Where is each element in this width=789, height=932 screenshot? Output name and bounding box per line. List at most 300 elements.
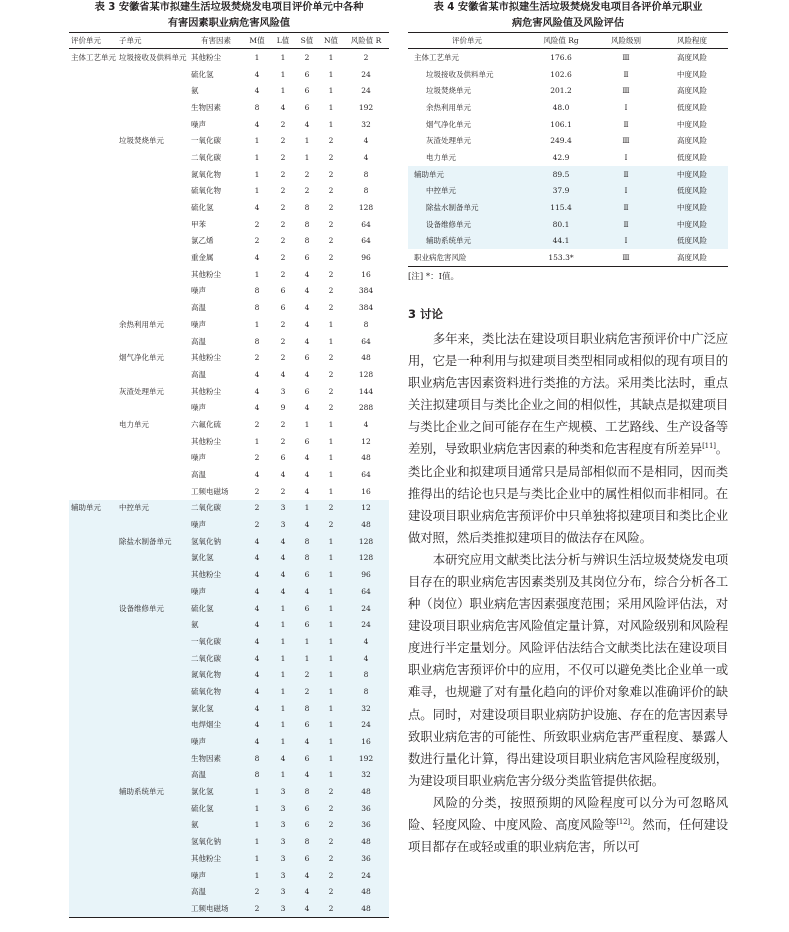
table3-cell-sub — [117, 116, 189, 133]
table3-cell-m: 4 — [243, 566, 271, 583]
table3-cell-r: 32 — [343, 700, 389, 717]
table3-cell-l: 9 — [280, 403, 286, 413]
table-row — [69, 466, 389, 483]
table3-cell-m: 1 — [243, 833, 271, 850]
paragraph-1 — [408, 328, 728, 549]
table3-cell-s: 4 — [295, 767, 319, 784]
table3-cell-s: 8 — [304, 236, 310, 246]
table3-cell-n: 1 — [319, 666, 343, 683]
table3-cell-factor: 高温 — [189, 767, 243, 784]
table3-cell-sub: 中控单元 — [117, 500, 189, 517]
table3-cell-r: 384 — [358, 286, 374, 296]
table3-cell-unit — [69, 767, 117, 784]
table3-cell-m: 4 — [243, 616, 271, 633]
table-row — [69, 533, 389, 550]
table3-cell-sub — [117, 867, 189, 884]
table4-cell-unit: 职业病危害风险 — [408, 249, 526, 266]
table3-cell-r: 48 — [343, 900, 389, 917]
table-row — [69, 383, 389, 400]
table-row — [69, 717, 389, 734]
table-row — [69, 883, 389, 900]
table3-cell-sub — [117, 266, 189, 283]
table3-cell-n: 1 — [328, 319, 334, 329]
table4-header-cell: 风险值 Rg — [526, 33, 596, 49]
table-row — [69, 566, 389, 583]
table3-cell-s: 1 — [304, 419, 310, 429]
table3-cell-n: 2 — [328, 303, 334, 313]
table-row — [69, 550, 389, 567]
table3-cell-unit — [69, 733, 117, 750]
table4-cell-value: 115.4 — [526, 199, 596, 216]
table3-cell-s: 6 — [295, 566, 319, 583]
table3-cell-s: 4 — [304, 486, 310, 496]
table3-cell-factor: 氯乙烯 — [191, 236, 214, 246]
table3-cell-l: 6 — [280, 303, 286, 313]
table3-cell-r: 24 — [343, 600, 389, 617]
table3-cell-unit — [69, 683, 117, 700]
table3-cell-r: 128 — [358, 203, 374, 213]
table3-cell-unit — [69, 466, 117, 483]
table4-cell-degree: 高度风险 — [656, 249, 728, 266]
table4-cell-unit: 烟气净化单元 — [426, 119, 471, 129]
table-row — [69, 333, 389, 350]
table4-cell-level: Ⅰ — [596, 233, 656, 250]
table3-cell-n: 2 — [328, 152, 334, 162]
table4-cell-level: Ⅱ — [596, 216, 656, 233]
table3-cell-r: 144 — [358, 386, 374, 396]
table3-cell-l: 3 — [271, 817, 295, 834]
table3-cell-sub: 设备维修单元 — [117, 600, 189, 617]
table-row — [69, 266, 389, 283]
table3-cell-s: 2 — [304, 52, 310, 62]
table3-cell-unit — [69, 366, 117, 383]
table3-cell-factor: 氢氧化钠 — [189, 833, 243, 850]
table3-cell-m: 4 — [254, 403, 260, 413]
table3-cell-s: 4 — [304, 470, 310, 480]
table3-cell-s: 6 — [304, 102, 310, 112]
table4-cell-degree: 低度风险 — [656, 183, 728, 200]
table-row — [69, 616, 389, 633]
table-row — [69, 433, 389, 450]
table3-cell-m: 1 — [254, 136, 260, 146]
table3-cell-r: 32 — [343, 767, 389, 784]
table-row — [69, 99, 389, 116]
table4-body — [408, 49, 728, 267]
paragraph-1-text-a: 多年来，类比法在建设项目职业病危害预评价中广泛应用，它是一种利用与拟建项目类型相同或相似的现有项目的职业病危害因素资料进行类推的方法。采用类比法时，重点关注拟建项目与类比企业之间的相似性，其缺点是拟建项目与类比企业之间可能存在生产规模、工艺路线、生产设备等差别，导致职业病危害因素的种类和危害程度有所差异 — [408, 330, 728, 457]
table-row — [69, 900, 389, 917]
table3-cell-sub — [117, 366, 189, 383]
table3-cell-factor: 噪声 — [191, 119, 206, 129]
table3-header-cell: M值 — [243, 33, 271, 49]
table3-cell-factor: 氢氧化钠 — [189, 533, 243, 550]
table3-cell-sub — [117, 249, 189, 266]
table-row — [69, 800, 389, 817]
table3-cell-factor: 二氧化碳 — [191, 152, 221, 162]
table3-header-cell: L值 — [271, 33, 295, 49]
table3-cell-l: 2 — [280, 186, 286, 196]
table3-cell-m: 1 — [254, 152, 260, 162]
table3-cell-l: 2 — [280, 253, 286, 263]
table3-cell-factor: 一氧化碳 — [191, 136, 221, 146]
table3-cell-l: 2 — [280, 436, 286, 446]
table3-cell-unit — [69, 516, 117, 533]
table3-cell-s: 1 — [304, 136, 310, 146]
table3-header-cell: 子单元 — [117, 33, 189, 49]
table3-cell-sub — [117, 850, 189, 867]
table4-cell-value: 80.1 — [526, 216, 596, 233]
table-row — [69, 416, 389, 433]
table3-cell-unit — [69, 450, 117, 467]
table3-cell-sub — [117, 199, 189, 216]
table3-cell-m: 2 — [243, 500, 271, 517]
table3-cell-sub — [117, 333, 189, 350]
table3-cell-factor: 噪声 — [189, 867, 243, 884]
table3-cell-n: 1 — [319, 750, 343, 767]
table3-cell-unit — [69, 717, 117, 734]
table3-cell-sub — [117, 700, 189, 717]
table3-cell-s: 2 — [295, 683, 319, 700]
table3-cell-r: 128 — [343, 550, 389, 567]
table3-cell-n: 1 — [328, 486, 334, 496]
table3-cell-m: 4 — [254, 119, 260, 129]
table3-cell-r: 64 — [361, 336, 371, 346]
table3-cell-s: 4 — [304, 269, 310, 279]
right-column — [408, 0, 728, 858]
paragraph-2: 本研究应用文献类比法分析与辨识生活垃圾焚烧发电项目存在的职业病危害因素类别及其岗位分布，综合分析各工种（岗位）职业病危害因素强度范围；采用风险评估法，对建设项目职业病危害风险值定量计算，对风险级别和风险程度进行半定量划分。风险评估法结合文献类比法在建设项目职业病危害预评价中的应用，不仅可以避免类比企业单一或难寻，也规避了对有量化趋向的评价对象难以准确评价的缺点。同时，对建设项目职业病防护设施、存在的危害因素导致职业病危害的可能性、所致职业病危害严重程度、暴露人数进行量化计算，得出建设项目职业病危害风险程度级别，为建设项目职业病危害分级分类监管提供依据。 — [408, 551, 728, 788]
table3-cell-sub — [117, 650, 189, 667]
table-row — [69, 366, 389, 383]
table3-cell-l: 1 — [271, 700, 295, 717]
table3-cell-l: 2 — [280, 169, 286, 179]
table4-cell-value: 37.9 — [526, 183, 596, 200]
table3-cell-factor: 高温 — [191, 470, 206, 480]
table3-cell-unit: 主体工艺单元 — [71, 52, 116, 62]
table3-cell-r: 48 — [361, 353, 371, 363]
table3-cell-s: 4 — [295, 883, 319, 900]
table3-cell-l: 2 — [280, 269, 286, 279]
table3-cell-n: 2 — [328, 219, 334, 229]
table3-cell-sub — [117, 717, 189, 734]
table3-cell-r: 2 — [363, 52, 369, 62]
table-row — [69, 132, 389, 149]
table3-header-cell: 风险值 R — [343, 33, 389, 49]
table3-cell-sub — [117, 166, 189, 183]
table3-cell-r: 8 — [343, 666, 389, 683]
table3-cell-unit — [69, 666, 117, 683]
table3-cell-l: 2 — [280, 486, 286, 496]
table3-cell-n: 2 — [328, 403, 334, 413]
table3-cell-unit — [69, 349, 117, 366]
table3-cell-sub — [117, 99, 189, 116]
table3-cell-m: 2 — [243, 516, 271, 533]
table3-header-cell: N值 — [319, 33, 343, 49]
table4-cell-level: Ⅱ — [596, 166, 656, 183]
table4-cell-degree: 低度风险 — [677, 152, 707, 162]
table-row — [69, 850, 389, 867]
table3-cell-l: 3 — [271, 800, 295, 817]
table3-cell-n: 2 — [319, 900, 343, 917]
table-row — [69, 183, 389, 200]
table-row — [408, 66, 728, 83]
table3-cell-m: 1 — [254, 52, 260, 62]
table3-cell-l: 1 — [280, 86, 286, 96]
table3-cell-unit: 辅助单元 — [69, 500, 117, 517]
table-row — [69, 399, 389, 416]
table3-cell-factor: 噪声 — [191, 403, 206, 413]
table4-cell-value: 42.9 — [552, 152, 570, 162]
table3-cell-s: 8 — [304, 219, 310, 229]
table3-cell-r: 48 — [343, 833, 389, 850]
table4-cell-degree: 中度风险 — [656, 166, 728, 183]
table4-cell-unit: 电力单元 — [426, 152, 456, 162]
table3-cell-sub — [117, 466, 189, 483]
table3-cell-m: 2 — [254, 353, 260, 363]
table3-cell-factor: 高温 — [191, 336, 206, 346]
table3-cell-n: 1 — [319, 583, 343, 600]
table3-cell-factor: 其他粉尘 — [191, 353, 221, 363]
table3-cell-factor: 一氧化碳 — [189, 633, 243, 650]
table3-cell-factor: 高温 — [189, 883, 243, 900]
table3-cell-n: 1 — [319, 733, 343, 750]
table3-cell-s: 4 — [295, 900, 319, 917]
table-row — [69, 149, 389, 166]
table3-cell-r: 4 — [363, 419, 369, 429]
table3-cell-factor: 甲苯 — [191, 219, 206, 229]
table4-cell-unit: 垃圾接收及供料单元 — [426, 69, 494, 79]
table3-cell-n: 1 — [328, 86, 334, 96]
table-row — [408, 199, 728, 216]
table-row — [69, 283, 389, 300]
table3-cell-r: 12 — [343, 500, 389, 517]
table3-cell-s: 8 — [295, 833, 319, 850]
table3-cell-n: 1 — [328, 69, 334, 79]
table4-cell-value: 102.6 — [550, 69, 572, 79]
table3-cell-r: 96 — [343, 566, 389, 583]
table3-cell-r: 64 — [361, 470, 371, 480]
table3-cell-unit — [69, 99, 117, 116]
table3-cell-l: 4 — [280, 102, 286, 112]
table-row — [69, 49, 389, 66]
table3-cell-s: 6 — [295, 616, 319, 633]
table3-cell-r: 24 — [343, 616, 389, 633]
table3-cell-factor: 其他粉尘 — [189, 566, 243, 583]
table3-cell-l: 3 — [271, 850, 295, 867]
table3-cell-l: 3 — [271, 883, 295, 900]
table3-cell-sub — [117, 900, 189, 917]
table-row — [69, 66, 389, 83]
table3-cell-s: 4 — [304, 453, 310, 463]
table3-cell-factor: 硫化氢 — [189, 800, 243, 817]
table3-cell-n: 1 — [319, 717, 343, 734]
table3-cell-factor: 电焊烟尘 — [189, 717, 243, 734]
table3-cell-s: 6 — [295, 750, 319, 767]
table3-cell-unit — [69, 333, 117, 350]
table-row — [69, 82, 389, 99]
table3-cell-unit — [69, 850, 117, 867]
table3-cell-l: 1 — [280, 52, 286, 62]
table3-cell-unit — [69, 800, 117, 817]
table3-cell-s: 6 — [304, 386, 310, 396]
table3-cell-l: 3 — [271, 867, 295, 884]
table3-cell-s: 4 — [304, 336, 310, 346]
table3-cell-m: 4 — [254, 203, 260, 213]
table3-cell-factor: 高温 — [191, 303, 206, 313]
table-row — [69, 516, 389, 533]
table3-cell-s: 8 — [295, 550, 319, 567]
table3-cell-r: 8 — [363, 169, 369, 179]
table3-cell-n: 1 — [319, 566, 343, 583]
table3-cell-unit — [69, 66, 117, 83]
table3-cell-n: 2 — [319, 833, 343, 850]
table3-cell-sub — [117, 283, 189, 300]
table3-cell-factor: 其他粉尘 — [191, 52, 221, 62]
table3-cell-l: 4 — [271, 566, 295, 583]
table-row — [69, 783, 389, 800]
table4-header — [408, 33, 728, 49]
table3-cell-s: 1 — [295, 633, 319, 650]
table3-cell-sub — [117, 82, 189, 99]
table4-cell-unit: 设备维修单元 — [408, 216, 526, 233]
table-row — [69, 867, 389, 884]
table3-cell-factor: 氯化氢 — [189, 783, 243, 800]
table-row — [408, 233, 728, 250]
table4-cell-value: 249.4 — [550, 136, 572, 146]
table3-cell-unit — [69, 550, 117, 567]
table3-cell-sub — [117, 583, 189, 600]
table3-cell-l: 1 — [271, 683, 295, 700]
table3-cell-l: 4 — [280, 369, 286, 379]
table-row — [408, 183, 728, 200]
table-row — [408, 99, 728, 116]
table3-cell-r: 48 — [361, 453, 371, 463]
table4-cell-degree: 中度风险 — [656, 199, 728, 216]
table4-header-cell: 评价单元 — [408, 33, 526, 49]
table3-cell-sub — [117, 216, 189, 233]
table4-cell-level: Ⅲ — [622, 86, 630, 96]
table-row — [69, 633, 389, 650]
paragraph-3 — [408, 792, 728, 858]
table3-cell-n: 1 — [328, 419, 334, 429]
table3-cell-m: 2 — [254, 419, 260, 429]
table3-cell-r: 4 — [343, 650, 389, 667]
table4-cell-level: Ⅱ — [623, 69, 629, 79]
table3-cell-factor: 噪声 — [189, 516, 243, 533]
table3-cell-l: 2 — [280, 353, 286, 363]
table3-cell-m: 1 — [254, 186, 260, 196]
table3-cell-m: 4 — [243, 533, 271, 550]
table3-cell-r: 36 — [343, 800, 389, 817]
table3-cell-l: 3 — [271, 516, 295, 533]
table3-cell-factor: 氨 — [189, 616, 243, 633]
table4 — [408, 32, 728, 267]
table3-cell-m: 4 — [243, 666, 271, 683]
table3-cell-n: 1 — [328, 436, 334, 446]
table3-cell-r: 128 — [358, 369, 374, 379]
table4-cell-level: Ⅰ — [624, 102, 628, 112]
table-row — [408, 149, 728, 166]
table3-cell-l: 4 — [271, 533, 295, 550]
table3-cell-sub — [117, 666, 189, 683]
table3-cell-factor: 硫化氢 — [191, 203, 214, 213]
table3-cell-n: 2 — [328, 369, 334, 379]
table3-cell-unit — [69, 883, 117, 900]
table3-cell-r: 96 — [361, 253, 371, 263]
table3-cell-n: 2 — [319, 817, 343, 834]
table3-cell-l: 1 — [271, 633, 295, 650]
table3-cell-r: 36 — [343, 817, 389, 834]
table3-cell-m: 4 — [254, 470, 260, 480]
table3-cell-l: 6 — [280, 453, 286, 463]
table3-cell-n: 2 — [319, 883, 343, 900]
table3-cell-s: 6 — [295, 817, 319, 834]
table3-cell-sub: 灰渣处理单元 — [119, 386, 164, 396]
table3-cell-r: 48 — [343, 783, 389, 800]
table4-cell-degree: 低度风险 — [656, 233, 728, 250]
table3-cell-unit — [69, 316, 117, 333]
table3-cell-l: 3 — [271, 833, 295, 850]
table4-cell-value: 48.0 — [552, 102, 570, 112]
table3-cell-unit — [69, 149, 117, 166]
table4-cell-level: Ⅱ — [596, 199, 656, 216]
table3-cell-sub — [117, 450, 189, 467]
table4-cell-unit: 灰渣处理单元 — [426, 136, 471, 146]
table3-cell-sub — [117, 817, 189, 834]
table3-cell-s: 4 — [295, 733, 319, 750]
table4-cell-value: 106.1 — [550, 119, 572, 129]
table3-cell-factor: 噪声 — [191, 453, 206, 463]
table3-cell-sub: 余热利用单元 — [119, 319, 164, 329]
table3-cell-s: 2 — [295, 666, 319, 683]
table4-cell-unit: 垃圾焚烧单元 — [426, 86, 471, 96]
left-column — [69, 0, 389, 918]
table3-cell-r: 32 — [361, 119, 371, 129]
table3-cell-n: 2 — [319, 800, 343, 817]
table3-cell-factor: 二氧化碳 — [189, 500, 243, 517]
table3-cell-s: 6 — [295, 800, 319, 817]
table4-cell-value: 44.1 — [526, 233, 596, 250]
table-row — [69, 833, 389, 850]
table3-cell-s: 2 — [304, 169, 310, 179]
table3-cell-r: 288 — [358, 403, 374, 413]
table3-cell-s: 1 — [295, 500, 319, 517]
table4-cell-value: 153.3* — [526, 249, 596, 266]
table3-cell-l: 4 — [271, 750, 295, 767]
table3-cell-s: 1 — [295, 650, 319, 667]
table3-cell-s: 4 — [295, 583, 319, 600]
table3-cell-factor: 氮氧化物 — [191, 169, 221, 179]
table3-cell-unit — [69, 383, 117, 400]
table3-cell-factor: 高温 — [191, 369, 206, 379]
table3-cell-unit — [69, 116, 117, 133]
table3-cell-s: 6 — [304, 253, 310, 263]
table3-cell-r: 4 — [363, 136, 369, 146]
table3-cell-n: 2 — [328, 253, 334, 263]
table3-cell-s: 6 — [295, 850, 319, 867]
table3-cell-m: 1 — [243, 867, 271, 884]
table4-cell-unit: 余热利用单元 — [426, 102, 471, 112]
table3-cell-factor: 氯化氢 — [189, 550, 243, 567]
table3-cell-r: 16 — [361, 269, 371, 279]
table-row — [69, 683, 389, 700]
table3-cell-sub — [117, 767, 189, 784]
table3-cell-l: 2 — [280, 319, 286, 329]
table-row — [69, 316, 389, 333]
table3-cell-l: 1 — [271, 717, 295, 734]
table3-cell-n: 1 — [319, 700, 343, 717]
table3-cell-unit — [69, 183, 117, 200]
table3-cell-l: 2 — [280, 119, 286, 129]
table-row — [69, 750, 389, 767]
